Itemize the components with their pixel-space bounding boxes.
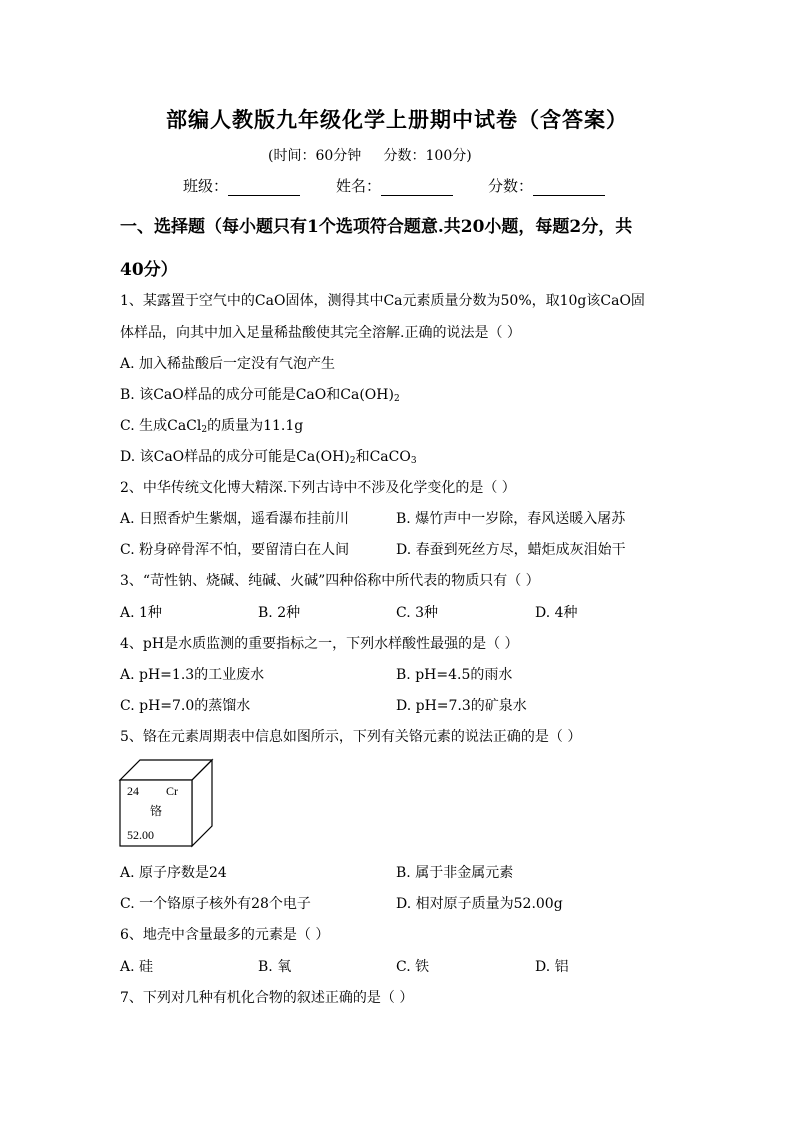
q1-option-d-mid: 和CaCO: [355, 449, 411, 465]
class-blank: [228, 179, 300, 196]
q1-option-d-sub: 2: [349, 456, 356, 466]
element-cell-diagram: [118, 758, 214, 848]
q1-option-d-sub2: 3: [410, 456, 417, 466]
exam-time-score: (时间：60分钟 分数：100分): [268, 148, 472, 164]
q2-option-a: A. 日照香炉生紫烟，遥看瀑布挂前川: [120, 511, 350, 527]
q1-option-b-sub: 2: [393, 394, 400, 404]
element-name: 铬: [150, 804, 163, 818]
q6-option-c: C. 铁: [396, 959, 430, 975]
q6-option-b: B. 氧: [258, 959, 292, 975]
q3-option-b: B. 2种: [258, 605, 301, 621]
cube-top-face: [120, 760, 212, 780]
q4-option-d: D. pH=7.3的矿泉水: [396, 698, 527, 714]
element-atomic-mass: 52.00: [127, 828, 154, 842]
section-heading-line2: 40分）: [120, 260, 178, 280]
q2-option-b: B. 爆竹声中一岁除，春风送暖入屠苏: [396, 511, 626, 527]
q1-option-c: [120, 415, 303, 435]
q1-option-d-text: D. 该CaO样品的成分可能是Ca(OH): [120, 449, 350, 465]
name-blank: [381, 179, 453, 196]
q4-option-b: B. pH=4.5的雨水: [396, 667, 513, 683]
q6-stem: 6、地壳中含量最多的元素是（ ）: [120, 927, 330, 943]
q7-stem: 7、下列对几种有机化合物的叙述正确的是（ ）: [120, 990, 414, 1006]
q5-option-b: B. 属于非金属元素: [396, 865, 514, 881]
q1-option-a: A. 加入稀盐酸后一定没有气泡产生: [120, 356, 336, 372]
element-symbol: Cr: [166, 784, 178, 798]
section-heading-line1: 一、选择题（每小题只有1个选项符合题意.共20小题，每题2分，共: [120, 217, 633, 237]
q1-option-d: [120, 446, 417, 466]
q5-option-a: A. 原子序数是24: [120, 865, 227, 881]
q1-option-b: [120, 384, 400, 404]
cube-side-face: [192, 760, 212, 846]
q3-option-d: D. 4种: [535, 605, 578, 621]
q5-stem: 5、铬在元素周期表中信息如图所示，下列有关铬元素的说法正确的是（ ）: [120, 729, 582, 745]
q5-option-d: D. 相对原子质量为52.00g: [396, 896, 563, 912]
score-blank: [533, 179, 605, 196]
score-label: 分数：: [488, 177, 534, 195]
q1-option-c-text: C. 生成CaCl: [120, 418, 202, 434]
q3-stem: 3、“苛性钠、烧碱、纯碱、火碱”四种俗称中所代表的物质只有（ ）: [120, 573, 540, 589]
q4-option-a: A. pH=1.3的工业废水: [120, 667, 265, 683]
page-title: 部编人教版九年级化学上册期中试卷（含答案）: [166, 107, 628, 132]
q1-option-b-text: B. 该CaO样品的成分可能是CaO和Ca(OH): [120, 387, 394, 403]
name-label: 姓名：: [336, 177, 382, 195]
class-field: [183, 175, 300, 196]
q5-option-c: C. 一个铬原子核外有28个电子: [120, 896, 311, 912]
class-label: 班级：: [183, 177, 229, 195]
q1-stem-line1: 1、某露置于空气中的CaO固体，测得其中Ca元素质量分数为50%，取10g该CaO固: [120, 293, 645, 309]
q2-stem: 2、中华传统文化博大精深.下列古诗中不涉及化学变化的是（ ）: [120, 480, 516, 496]
q3-option-a: A. 1种: [120, 605, 162, 621]
q2-option-d: D. 春蚕到死丝方尽，蜡炬成灰泪始干: [396, 542, 626, 558]
name-field: [336, 175, 453, 196]
score-field: [488, 175, 605, 196]
q3-option-c: C. 3种: [396, 605, 439, 621]
q1-option-c-tail: 的质量为11.1g: [207, 418, 304, 434]
q4-option-c: C. pH=7.0的蒸馏水: [120, 698, 251, 714]
element-atomic-number: 24: [127, 784, 139, 798]
q1-option-c-sub: 2: [201, 425, 208, 435]
q1-stem-line2: 体样品，向其中加入足量稀盐酸使其完全溶解.正确的说法是（ ）: [120, 325, 521, 341]
q4-stem: 4、pH是水质监测的重要指标之一，下列水样酸性最强的是（ ）: [120, 636, 519, 652]
q2-option-c: C. 粉身碎骨浑不怕，要留清白在人间: [120, 542, 350, 558]
q6-option-d: D. 铝: [535, 959, 569, 975]
q6-option-a: A. 硅: [120, 959, 154, 975]
